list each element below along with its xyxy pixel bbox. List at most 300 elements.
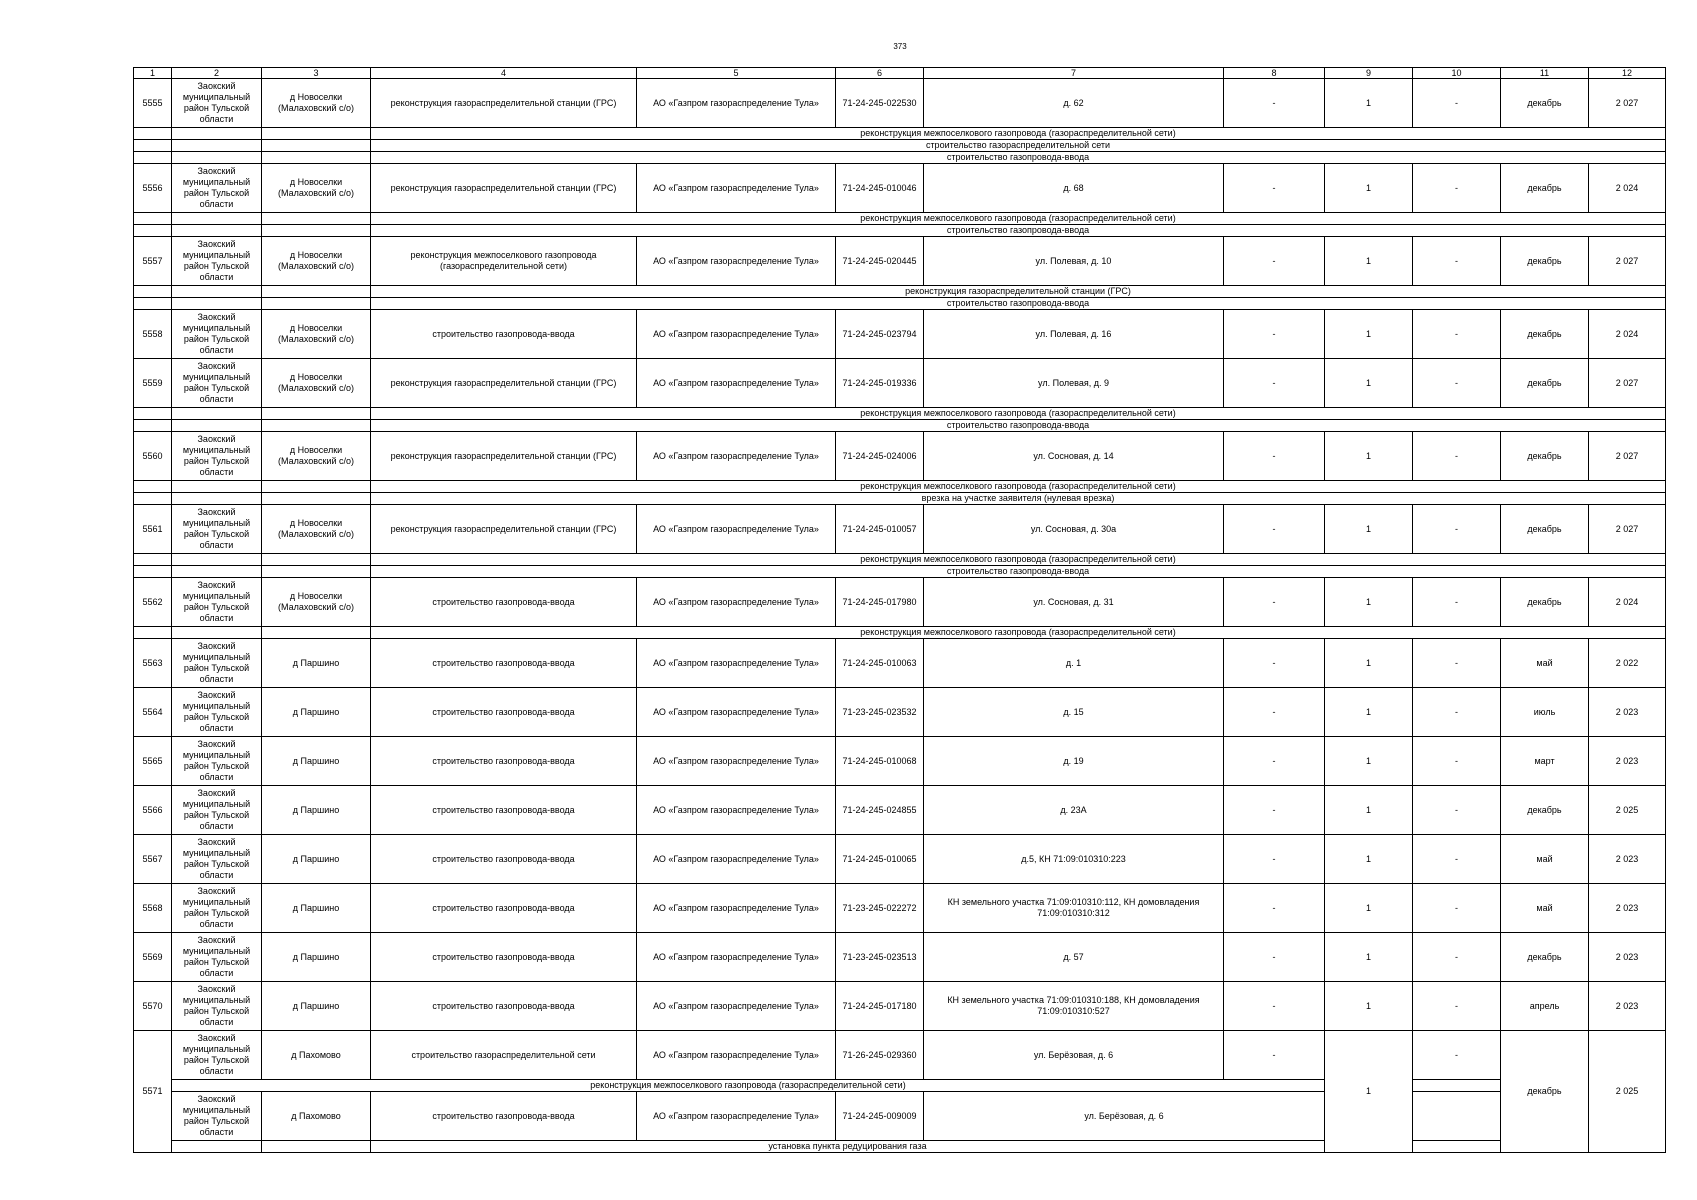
work-cell: строительство газораспределительной сети (371, 1031, 637, 1080)
column-header: 1 (134, 68, 172, 79)
table-row (134, 835, 1666, 884)
sub-work-cell: строительство газопровода-ввода (371, 566, 1666, 578)
code-cell: 71-24-245-024855 (836, 786, 924, 835)
table-row (134, 982, 1666, 1031)
row-number: 5566 (134, 786, 172, 835)
district-cell: Заокский муниципальный район Тульской области (172, 237, 262, 286)
table-row (134, 237, 1666, 286)
sub-work-cell: реконструкция межпоселкового газопровода (газораспределительной сети) (371, 627, 1666, 639)
col9-cell: 1 (1325, 79, 1413, 128)
district-cell: Заокский муниципальный район Тульской области (172, 164, 262, 213)
settlement-cell: д Новоселки (Малаховский с/о) (262, 310, 371, 359)
blank-cell (172, 140, 262, 152)
org-cell: АО «Газпром газораспределение Тула» (637, 164, 836, 213)
work-cell: строительство газопровода-ввода (371, 786, 637, 835)
blank-cell (134, 408, 172, 420)
work-cell: строительство газопровода-ввода (371, 835, 637, 884)
col10-cell: - (1413, 1031, 1501, 1080)
blank-cell (134, 140, 172, 152)
table-row (134, 1031, 1666, 1080)
work-cell: строительство газопровода-ввода (371, 884, 637, 933)
col8-cell: - (1224, 688, 1325, 737)
code-cell: 71-24-245-017180 (836, 982, 924, 1031)
row-number: 5567 (134, 835, 172, 884)
year-cell: 2 023 (1589, 737, 1666, 786)
col8-cell: - (1224, 786, 1325, 835)
blank-cell (134, 152, 172, 164)
work-cell: реконструкция газораспределительной станции (ГРС) (371, 359, 637, 408)
table-row (134, 737, 1666, 786)
code-cell: 71-24-245-017980 (836, 578, 924, 627)
sub-row (134, 566, 1666, 578)
settlement-cell: д Новоселки (Малаховский с/о) (262, 79, 371, 128)
sub-work-cell: реконструкция газораспределительной станции (ГРС) (371, 286, 1666, 298)
code-cell: 71-24-245-010065 (836, 835, 924, 884)
org-cell: АО «Газпром газораспределение Тула» (637, 1031, 836, 1080)
col9-cell: 1 (1325, 1031, 1413, 1153)
work-cell: реконструкция газораспределительной станции (ГРС) (371, 79, 637, 128)
blank-cell (262, 1141, 371, 1153)
row-number: 5561 (134, 505, 172, 554)
col10-cell: - (1413, 79, 1501, 128)
org-cell: АО «Газпром газораспределение Тула» (637, 688, 836, 737)
col9-cell: 1 (1325, 432, 1413, 481)
year-cell: 2 025 (1589, 786, 1666, 835)
district-cell: Заокский муниципальный район Тульской области (172, 639, 262, 688)
col9-cell: 1 (1325, 835, 1413, 884)
month-cell: декабрь (1501, 164, 1589, 213)
year-cell: 2 025 (1589, 1031, 1666, 1153)
code-cell: 71-23-245-023532 (836, 688, 924, 737)
row-number: 5556 (134, 164, 172, 213)
address-cell: ул. Полевая, д. 16 (924, 310, 1224, 359)
district-cell: Заокский муниципальный район Тульской области (172, 982, 262, 1031)
work-cell: реконструкция межпоселкового газопровода (газораспределительной сети) (371, 237, 637, 286)
year-cell: 2 023 (1589, 933, 1666, 982)
row-number: 5555 (134, 79, 172, 128)
blank-cell (172, 566, 262, 578)
org-cell: АО «Газпром газораспределение Тула» (637, 884, 836, 933)
district-cell: Заокский муниципальный район Тульской области (172, 79, 262, 128)
table-row (134, 505, 1666, 554)
month-cell: апрель (1501, 982, 1589, 1031)
column-header: 9 (1325, 68, 1413, 79)
code-cell: 71-24-245-022530 (836, 79, 924, 128)
year-cell: 2 024 (1589, 578, 1666, 627)
blank-cell (172, 420, 262, 432)
column-header: 10 (1413, 68, 1501, 79)
blank-cell (262, 128, 371, 140)
district-cell: Заокский муниципальный район Тульской области (172, 1031, 262, 1080)
month-cell: март (1501, 737, 1589, 786)
org-cell: АО «Газпром газораспределение Тула» (637, 737, 836, 786)
col8-cell: - (1224, 578, 1325, 627)
district-cell: Заокский муниципальный район Тульской области (172, 578, 262, 627)
col8-cell: - (1224, 884, 1325, 933)
blank-cell (134, 420, 172, 432)
table-row (134, 1092, 1666, 1141)
org-cell: АО «Газпром газораспределение Тула» (637, 835, 836, 884)
table-row (134, 639, 1666, 688)
year-cell: 2 023 (1589, 884, 1666, 933)
col10-cell: - (1413, 578, 1501, 627)
blank-cell (262, 408, 371, 420)
sub-row (134, 420, 1666, 432)
table-row (134, 933, 1666, 982)
address-cell: ул. Берёзовая, д. 6 (924, 1092, 1325, 1141)
work-cell: строительство газопровода-ввода (371, 310, 637, 359)
column-header: 4 (371, 68, 637, 79)
col9-cell: 1 (1325, 505, 1413, 554)
settlement-cell: д Паршино (262, 835, 371, 884)
column-header: 7 (924, 68, 1224, 79)
work-cell: строительство газопровода-ввода (371, 1092, 637, 1141)
column-header: 6 (836, 68, 924, 79)
settlement-cell: д Паршино (262, 786, 371, 835)
district-cell: Заокский муниципальный район Тульской области (172, 884, 262, 933)
col8-cell: - (1224, 505, 1325, 554)
table-row (134, 432, 1666, 481)
settlement-cell: д Новоселки (Малаховский с/о) (262, 432, 371, 481)
sub-row (134, 225, 1666, 237)
col8-cell: - (1224, 79, 1325, 128)
blank-cell (172, 493, 262, 505)
col8-cell: - (1224, 639, 1325, 688)
month-cell: декабрь (1501, 79, 1589, 128)
sub-row (134, 481, 1666, 493)
col9-cell: 1 (1325, 688, 1413, 737)
district-cell: Заокский муниципальный район Тульской области (172, 737, 262, 786)
org-cell: АО «Газпром газораспределение Тула» (637, 578, 836, 627)
col10-cell: - (1413, 359, 1501, 408)
work-cell: строительство газопровода-ввода (371, 688, 637, 737)
table-row (134, 884, 1666, 933)
district-cell: Заокский муниципальный район Тульской области (172, 688, 262, 737)
sub-row (134, 408, 1666, 420)
settlement-cell: д Паршино (262, 884, 371, 933)
column-header: 12 (1589, 68, 1666, 79)
register-table (133, 67, 1666, 1153)
table-row (134, 164, 1666, 213)
settlement-cell: д Паршино (262, 737, 371, 786)
col8-cell: - (1224, 737, 1325, 786)
sub-row (134, 152, 1666, 164)
address-cell: КН земельного участка 71:09:010310:188, КН домовладения 71:09:010310:527 (924, 982, 1224, 1031)
settlement-cell: д Пахомово (262, 1031, 371, 1080)
blank-cell (172, 627, 262, 639)
address-cell: ул. Полевая, д. 10 (924, 237, 1224, 286)
col8-cell: - (1224, 237, 1325, 286)
settlement-cell: д Новоселки (Малаховский с/о) (262, 505, 371, 554)
blank-cell (262, 627, 371, 639)
blank-cell (262, 140, 371, 152)
org-cell: АО «Газпром газораспределение Тула» (637, 639, 836, 688)
org-cell: АО «Газпром газораспределение Тула» (637, 505, 836, 554)
settlement-cell: д Новоселки (Малаховский с/о) (262, 164, 371, 213)
work-cell: реконструкция газораспределительной станции (ГРС) (371, 505, 637, 554)
col9-cell: 1 (1325, 786, 1413, 835)
col9-cell: 1 (1325, 578, 1413, 627)
month-cell: декабрь (1501, 310, 1589, 359)
blank-cell (262, 298, 371, 310)
col8-cell: - (1224, 1031, 1325, 1080)
month-cell: декабрь (1501, 786, 1589, 835)
year-cell: 2 027 (1589, 505, 1666, 554)
blank-cell (262, 493, 371, 505)
address-cell: д.5, КН 71:09:010310:223 (924, 835, 1224, 884)
blank-cell (172, 408, 262, 420)
blank-cell (262, 554, 371, 566)
table-row (134, 359, 1666, 408)
row-number: 5570 (134, 982, 172, 1031)
work-cell: реконструкция газораспределительной станции (ГРС) (371, 432, 637, 481)
month-cell: декабрь (1501, 432, 1589, 481)
blank-cell (172, 1141, 262, 1153)
district-cell: Заокский муниципальный район Тульской области (172, 835, 262, 884)
code-cell: 71-24-245-010057 (836, 505, 924, 554)
col10-cell: - (1413, 982, 1501, 1031)
work-cell: строительство газопровода-ввода (371, 639, 637, 688)
sub-row (134, 493, 1666, 505)
year-cell: 2 023 (1589, 982, 1666, 1031)
col8-cell: - (1224, 933, 1325, 982)
address-cell: ул. Полевая, д. 9 (924, 359, 1224, 408)
row-number: 5564 (134, 688, 172, 737)
month-cell: май (1501, 835, 1589, 884)
work-cell: строительство газопровода-ввода (371, 982, 637, 1031)
col10-cell: - (1413, 505, 1501, 554)
col10-cell: - (1413, 688, 1501, 737)
blank-cell (262, 213, 371, 225)
code-cell: 71-24-245-024006 (836, 432, 924, 481)
blank-cell (134, 128, 172, 140)
blank-cell (262, 566, 371, 578)
settlement-cell: д Пахомово (262, 1092, 371, 1141)
col9-cell: 1 (1325, 884, 1413, 933)
address-cell: ул. Сосновая, д. 30а (924, 505, 1224, 554)
address-cell: ул. Берёзовая, д. 6 (924, 1031, 1224, 1080)
code-cell: 71-24-245-010068 (836, 737, 924, 786)
sub-work-cell: установка пункта редуцирования газа (371, 1141, 1325, 1153)
code-cell: 71-26-245-029360 (836, 1031, 924, 1080)
org-cell: АО «Газпром газораспределение Тула» (637, 237, 836, 286)
month-cell: май (1501, 884, 1589, 933)
col9-cell: 1 (1325, 237, 1413, 286)
col9-cell: 1 (1325, 933, 1413, 982)
blank-cell (134, 554, 172, 566)
org-cell: АО «Газпром газораспределение Тула» (637, 432, 836, 481)
blank-cell (172, 213, 262, 225)
address-cell: д. 19 (924, 737, 1224, 786)
sub-work-cell: строительство газораспределительной сети (371, 140, 1666, 152)
row-number: 5557 (134, 237, 172, 286)
address-cell: д. 57 (924, 933, 1224, 982)
org-cell: АО «Газпром газораспределение Тула» (637, 1092, 836, 1141)
org-cell: АО «Газпром газораспределение Тула» (637, 982, 836, 1031)
address-cell: ул. Сосновая, д. 14 (924, 432, 1224, 481)
blank-cell (134, 627, 172, 639)
sub-work-cell: реконструкция межпоселкового газопровода (газораспределительной сети) (371, 481, 1666, 493)
sub-work-cell: реконструкция межпоселкового газопровода (газораспределительной сети) (172, 1080, 1325, 1092)
blank-cell (262, 152, 371, 164)
col9-cell: 1 (1325, 310, 1413, 359)
row-number: 5559 (134, 359, 172, 408)
district-cell: Заокский муниципальный район Тульской области (172, 505, 262, 554)
column-header: 8 (1224, 68, 1325, 79)
col9-cell: 1 (1325, 737, 1413, 786)
blank-cell (262, 420, 371, 432)
sub-work-cell: строительство газопровода-ввода (371, 420, 1666, 432)
col9-cell: 1 (1325, 359, 1413, 408)
blank-cell (134, 298, 172, 310)
month-cell: июль (1501, 688, 1589, 737)
col10-cell: - (1413, 835, 1501, 884)
col8-cell: - (1224, 835, 1325, 884)
row-number: 5563 (134, 639, 172, 688)
org-cell: АО «Газпром газораспределение Тула» (637, 786, 836, 835)
year-cell: 2 024 (1589, 310, 1666, 359)
sub-row (134, 128, 1666, 140)
blank-cell (134, 493, 172, 505)
blank-cell (1413, 1141, 1501, 1153)
blank-cell (134, 286, 172, 298)
blank-cell (262, 481, 371, 493)
code-cell: 71-24-245-019336 (836, 359, 924, 408)
year-cell: 2 027 (1589, 359, 1666, 408)
org-cell: АО «Газпром газораспределение Тула» (637, 359, 836, 408)
district-cell: Заокский муниципальный район Тульской области (172, 310, 262, 359)
year-cell: 2 022 (1589, 639, 1666, 688)
blank-cell (262, 286, 371, 298)
address-cell: д. 15 (924, 688, 1224, 737)
sub-work-cell: строительство газопровода-ввода (371, 298, 1666, 310)
row-number: 5560 (134, 432, 172, 481)
col8-cell: - (1224, 982, 1325, 1031)
sub-work-cell: реконструкция межпоселкового газопровода (газораспределительной сети) (371, 213, 1666, 225)
settlement-cell: д Паршино (262, 933, 371, 982)
col8-cell: - (1224, 359, 1325, 408)
sub-row (134, 286, 1666, 298)
address-cell: КН земельного участка 71:09:010310:112, КН домовладения 71:09:010310:312 (924, 884, 1224, 933)
work-cell: строительство газопровода-ввода (371, 933, 637, 982)
column-header: 11 (1501, 68, 1589, 79)
sub-row (134, 1080, 1666, 1092)
blank-cell (134, 213, 172, 225)
settlement-cell: д Новоселки (Малаховский с/о) (262, 578, 371, 627)
sub-work-cell: реконструкция межпоселкового газопровода (газораспределительной сети) (371, 554, 1666, 566)
org-cell: АО «Газпром газораспределение Тула» (637, 79, 836, 128)
col10-cell: - (1413, 737, 1501, 786)
code-cell: 71-24-245-010046 (836, 164, 924, 213)
table-row (134, 79, 1666, 128)
settlement-cell: д Новоселки (Малаховский с/о) (262, 237, 371, 286)
sub-row (134, 627, 1666, 639)
org-cell: АО «Газпром газораспределение Тула» (637, 933, 836, 982)
code-cell: 71-23-245-022272 (836, 884, 924, 933)
blank-cell (172, 128, 262, 140)
column-header: 2 (172, 68, 262, 79)
col9-cell: 1 (1325, 639, 1413, 688)
code-cell: 71-24-245-010063 (836, 639, 924, 688)
district-cell: Заокский муниципальный район Тульской области (172, 786, 262, 835)
settlement-cell: д Новоселки (Малаховский с/о) (262, 359, 371, 408)
sub-work-cell: врезка на участке заявителя (нулевая врезка) (371, 493, 1666, 505)
blank-cell (134, 225, 172, 237)
sub-row (134, 554, 1666, 566)
col10-cell: - (1413, 432, 1501, 481)
code-cell: 71-23-245-023513 (836, 933, 924, 982)
work-cell: реконструкция газораспределительной станции (ГРС) (371, 164, 637, 213)
col10-cell: - (1413, 933, 1501, 982)
col8-cell: - (1224, 432, 1325, 481)
row-number: 5558 (134, 310, 172, 359)
sub-work-cell: реконструкция межпоселкового газопровода (газораспределительной сети) (371, 408, 1666, 420)
district-cell: Заокский муниципальный район Тульской области (172, 933, 262, 982)
col10-cell: - (1413, 164, 1501, 213)
year-cell: 2 023 (1589, 688, 1666, 737)
row-number: 5562 (134, 578, 172, 627)
address-cell: д. 1 (924, 639, 1224, 688)
table-row (134, 786, 1666, 835)
blank-cell (172, 554, 262, 566)
district-cell: Заокский муниципальный район Тульской области (172, 1092, 262, 1141)
month-cell: декабрь (1501, 237, 1589, 286)
month-cell: декабрь (1501, 1031, 1589, 1153)
row-number: 5569 (134, 933, 172, 982)
sub-row (134, 1141, 1666, 1153)
district-cell: Заокский муниципальный район Тульской области (172, 359, 262, 408)
year-cell: 2 027 (1589, 237, 1666, 286)
district-cell: Заокский муниципальный район Тульской области (172, 432, 262, 481)
col10-cell: - (1413, 310, 1501, 359)
table-row (134, 688, 1666, 737)
code-cell: 71-24-245-023794 (836, 310, 924, 359)
blank-cell (1413, 1080, 1501, 1092)
blank-cell (134, 481, 172, 493)
year-cell: 2 027 (1589, 432, 1666, 481)
blank-cell (1413, 1092, 1501, 1141)
settlement-cell: д Паршино (262, 688, 371, 737)
column-header: 5 (637, 68, 836, 79)
sub-row (134, 213, 1666, 225)
blank-cell (172, 481, 262, 493)
settlement-cell: д Паршино (262, 982, 371, 1031)
blank-cell (262, 225, 371, 237)
year-cell: 2 023 (1589, 835, 1666, 884)
address-cell: д. 23А (924, 786, 1224, 835)
row-number: 5571 (134, 1031, 172, 1153)
col8-cell: - (1224, 164, 1325, 213)
month-cell: май (1501, 639, 1589, 688)
year-cell: 2 024 (1589, 164, 1666, 213)
work-cell: строительство газопровода-ввода (371, 737, 637, 786)
col8-cell: - (1224, 310, 1325, 359)
sub-row (134, 140, 1666, 152)
col10-cell: - (1413, 786, 1501, 835)
month-cell: декабрь (1501, 505, 1589, 554)
month-cell: декабрь (1501, 578, 1589, 627)
sub-work-cell: реконструкция межпоселкового газопровода (газораспределительной сети) (371, 128, 1666, 140)
blank-cell (172, 152, 262, 164)
col9-cell: 1 (1325, 982, 1413, 1031)
blank-cell (134, 566, 172, 578)
page-number: 373 (893, 42, 907, 51)
year-cell: 2 027 (1589, 79, 1666, 128)
address-cell: ул. Сосновая, д. 31 (924, 578, 1224, 627)
address-cell: д. 62 (924, 79, 1224, 128)
row-number: 5565 (134, 737, 172, 786)
table-row (134, 310, 1666, 359)
